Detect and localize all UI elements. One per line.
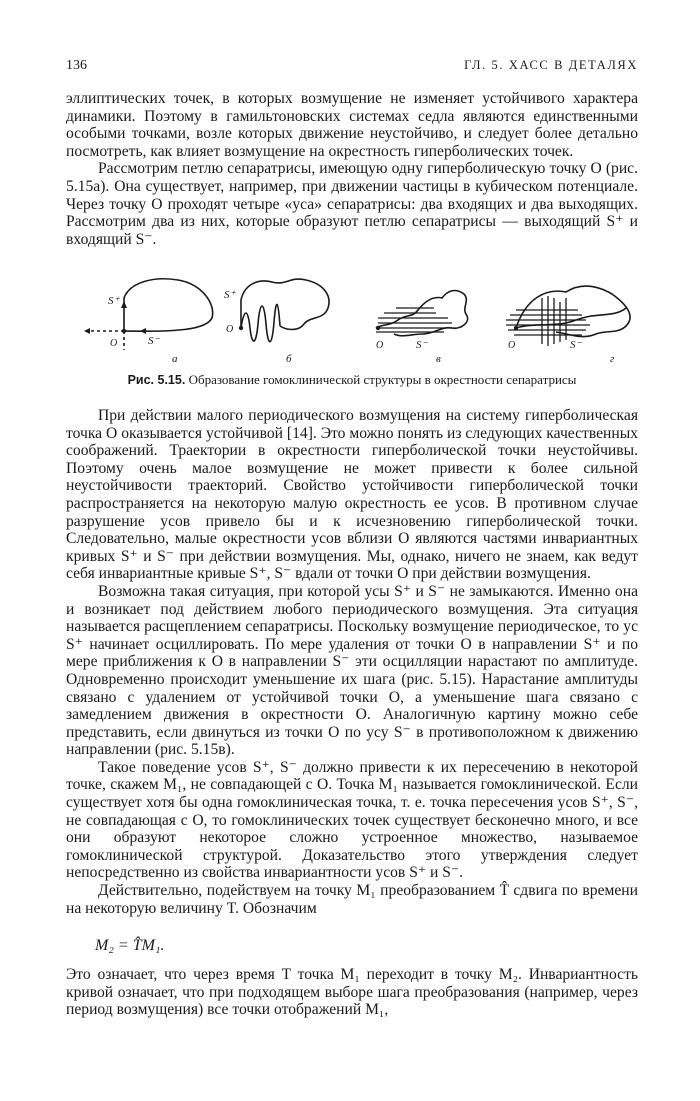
page-header	[66, 58, 638, 80]
chapter-title: ГЛ. 5. ХАСС В ДЕТАЛЯХ	[464, 58, 638, 72]
formula: M₂ = T̂M₁.	[95, 937, 165, 954]
paragraph-5: Такое поведение усов S⁺, S⁻ должно привести к их пересечению в некоторой точке, скажем M₁, не совпадающей с O. Точка M₁ называется гомоклинической. Если существует хотя бы одна гомоклиническая точка, т. е. точка пересечения усов S⁺, S⁻, не совпадающая с O, то гомоклинических точек существует бесконечно много, и все они образуют некоторое сложно устроенное множество, называемое гомоклинической структурой. Доказательство этого утверждения следует непосредственно из свойства инвариантности усов S⁺ и S⁻.	[66, 758, 638, 882]
paragraph-7: Это означает, что через время T точка M₁ переходит в точку M₂. Инвариантность кривой означает, что при подходящем выборе шага преобразования (например, через период возмущения) все точки отображений M₁,	[66, 966, 638, 1019]
a-letter: а	[172, 353, 178, 365]
a-o-label: O	[110, 338, 118, 349]
c-letter: в	[436, 353, 441, 365]
b-s-plus-label: S⁺	[224, 289, 236, 301]
figure-caption	[66, 372, 638, 388]
b-letter: б	[286, 353, 292, 365]
caption-label: Рис. 5.15.	[127, 373, 186, 387]
d-letter: г	[610, 353, 615, 365]
a-s-minus-label: S⁻	[148, 335, 160, 347]
paragraph-1: эллиптических точек, в которых возмущение не изменяет устойчивого характера динамики. Поэтому в гамильтоновских системах седла являются единственными особыми точками, возле которых движение неустойчиво, и следует более детально посмотреть, как влияет возмущение на окрестность гиперболических точек.	[66, 90, 638, 160]
paragraph-3: При действии малого периодического возмущения на систему гиперболическая точка O оказывается устойчивой [14]. Это можно понять из следующих качественных соображений. Траектории в окрестности гиперболической точки неустойчивы. Поэтому очень малое возмущение не может привести к более сильной неустойчивости траекторий. Свойство устойчивости гиперболической точки распространяется на некоторую малую окрестность ее усов. В противном случае разрушение усов привело бы и к исчезновению гиперболической точки. Следовательно, малые окрестности усов вблизи O являются частями инвариантных кривых S⁺ и S⁻ при действии возмущения. Мы, однако, ничего не знаем, как ведут себя инвариантные кривые S⁺, S⁻ вдали от точки O при действии возмущения.	[66, 407, 638, 583]
text-block-bottom	[66, 966, 638, 1019]
figure-drawing	[66, 268, 638, 368]
a-s-plus-label: S⁺	[108, 295, 120, 307]
d-s-minus-label: S⁻	[570, 339, 582, 351]
text-block-top	[66, 90, 638, 248]
c-o-label: O	[376, 340, 384, 351]
b-o-label: O	[226, 324, 234, 335]
paragraph-6: Действительно, подействуем на точку M₁ преобразованием T̂ сдвига по времени на некоторую величину T. Обозначим	[66, 882, 638, 917]
text-block-middle	[66, 407, 638, 917]
page-number: 136	[66, 58, 87, 73]
c-s-minus-label: S⁻	[416, 339, 428, 351]
panel-a	[84, 279, 213, 365]
paragraph-4: Возможна такая ситуация, при которой усы S⁺ и S⁻ не замыкаются. Именно она и возникает под действием любого периодического возмущения. Эта ситуация называется расщеплением сепаратрисы. Поскольку возмущение периодическое, то ус S⁺ начинает осциллировать. По мере удаления от точки O в направлении S⁺ и по мере приближения к O в направлении S⁻ эти осцилляции нарастают по амплитуде. Одновременно происходит уменьшение их шага (рис. 5.15). Нарастание амплитуды связано с удалением от устойчивой точки O, а уменьшение шага связано с замедлением движения в окрестности O. Аналогичную картину можно себе представить, если двинуться из точки O по усу S⁻ в противоположном к движению направлении (рис. 5.15в).	[66, 582, 638, 759]
panel-c	[376, 291, 468, 365]
panel-d	[506, 286, 630, 365]
paragraph-2: Рассмотрим петлю сепаратрисы, имеющую одну гиперболическую точку O (рис. 5.15а). Она существует, например, при движении частицы в кубическом потенциале. Через точку O проходят четыре «уса» сепаратрисы: два входящих и два выходящих. Рассмотрим два из них, которые образуют петлю сепаратрисы — выходящий S⁺ и входящий S⁻.	[66, 160, 638, 248]
panel-b	[224, 279, 329, 365]
d-o-label: O	[508, 340, 516, 351]
caption-text: Образование гомоклинической структуры в окрестности сепаратрисы	[188, 372, 577, 387]
